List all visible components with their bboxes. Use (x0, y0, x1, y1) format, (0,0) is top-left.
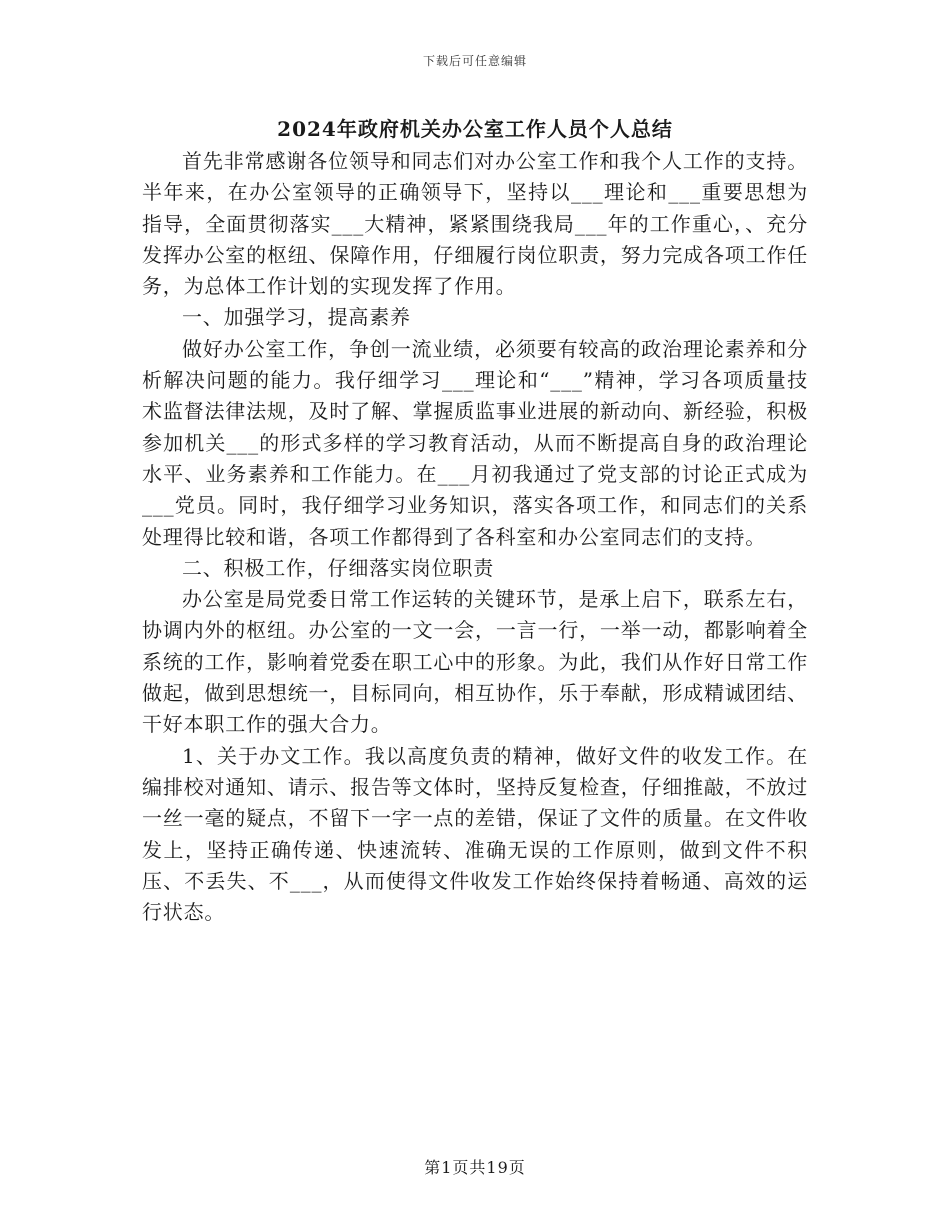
paragraph-intro: 首先非常感谢各位领导和同志们对办公室工作和我个人工作的支持。半年来，在办公室领导的正确领导下，坚持以___理论和___重要思想为指导，全面贯彻落实___大精神，紧紧围绕我局___年的工作重心，、充分发挥办公室的枢纽、保障作用，仔细履行岗位职责，努力完成各项工作任务，为总体工作计划的实现发挥了作用。 (142, 149, 808, 299)
document-body (142, 146, 808, 928)
paragraph-document-work: 1、关于办文工作。我以高度负责的精神，做好文件的收发工作。在编排校对通知、请示、报告等文体时，坚持反复检查，仔细推敲，不放过一丝一毫的疑点，不留下一字一点的差错，保证了文件的质量。在文件收发上，坚持正确传递、快速流转、准确无误的工作原则，做到文件不积压、不丢失、不___，从而使得文件收发工作始终保持着畅通、高效的运行状态。 (142, 743, 808, 925)
header-note: 下载后可任意编辑 (422, 54, 527, 68)
section-heading-2: 二、积极工作，仔细落实岗位职责 (182, 555, 494, 580)
paragraph-office-role: 办公室是局党委日常工作运转的关键环节，是承上启下，联系左右，协调内外的枢纽。办公室的一文一会，一言一行，一举一动，都影响着全系统的工作，影响着党委在职工心中的形象。为此，我们从作好日常工作做起，做到思想统一，目标同向，相互协作，乐于奉献，形成精诚团结、干好本职工作的强大合力。 (142, 587, 808, 737)
section-heading-1: 一、加强学习，提高素养 (182, 305, 411, 330)
paragraph-study: 做好办公室工作，争创一流业绩，必须要有较高的政治理论素养和分析解决问题的能力。我仔细学习___理论和“___”精神，学习各项质量技术监督法律法规，及时了解、掌握质监事业进展的新动向、新经验，积极参加机关___的形式多样的学习教育活动，从而不断提高自身的政治理论水平、业务素养和工作能力。在___月初我通过了党支部的讨论正式成为___党员。同时，我仔细学习业务知识，落实各项工作，和同志们的关系处理得比较和谐，各项工作都得到了各科室和办公室同志们的支持。 (142, 336, 808, 549)
document-title: 2024年政府机关办公室工作人员个人总结 (277, 117, 673, 141)
page-number: 第1页共19页 (424, 1158, 526, 1177)
